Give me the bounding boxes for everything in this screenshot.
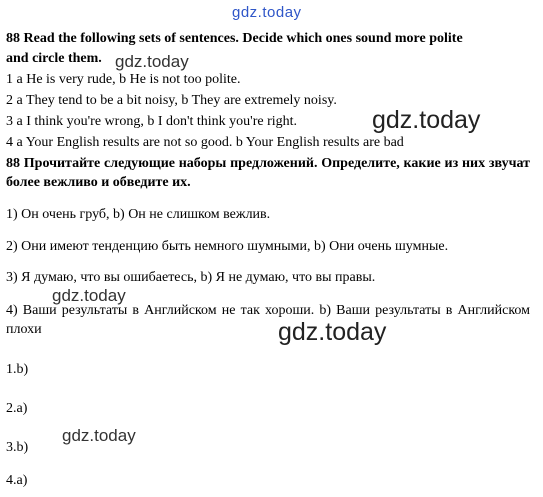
watermark-5: gdz.today	[62, 426, 136, 445]
russian-item-4: 4) Ваши результаты в Английском не так хороши. b) Ваши результаты в Английском плохи	[6, 303, 530, 337]
english-item-2: 2 a They tend to be a bit noisy, b They are extremely noisy.	[6, 93, 337, 108]
russian-item-1: 1) Он очень груб, b) Он не слишком вежлив.	[6, 207, 271, 222]
watermark-2: gdz.today	[372, 106, 481, 134]
english-item-3: 3 a I think you're wrong, b I don't think you're right.	[6, 114, 298, 129]
answer-4: 4.a)	[6, 473, 28, 488]
russian-item-3: 3) Я думаю, что вы ошибаетесь, b) Я не думаю, что вы правы.	[6, 270, 376, 285]
english-title-line-1: 88 Read the following sets of sentences. Decide which ones sound more polite	[6, 31, 463, 46]
english-item-4: 4 a Your English results are not so good. b Your English results are bad	[6, 135, 404, 150]
russian-title: 88 Прочитайте следующие наборы предложений. Определите, какие из них звучат более вежливо и обведите их.	[6, 156, 530, 190]
english-title-line-2: and circle them.	[6, 51, 102, 66]
watermark-1: gdz.today	[115, 52, 189, 71]
answer-2: 2.a)	[6, 401, 28, 416]
answer-3: 3.b)	[6, 440, 29, 455]
russian-item-2: 2) Они имеют тенденцию быть немного шумными, b) Они очень шумные.	[6, 239, 449, 254]
watermark-3: gdz.today	[52, 286, 126, 305]
watermark-4: gdz.today	[278, 318, 387, 346]
english-item-1: 1 a He is very rude, b He is not too polite.	[6, 72, 241, 87]
answer-1: 1.b)	[6, 362, 29, 377]
watermark-top: gdz.today	[232, 4, 302, 21]
